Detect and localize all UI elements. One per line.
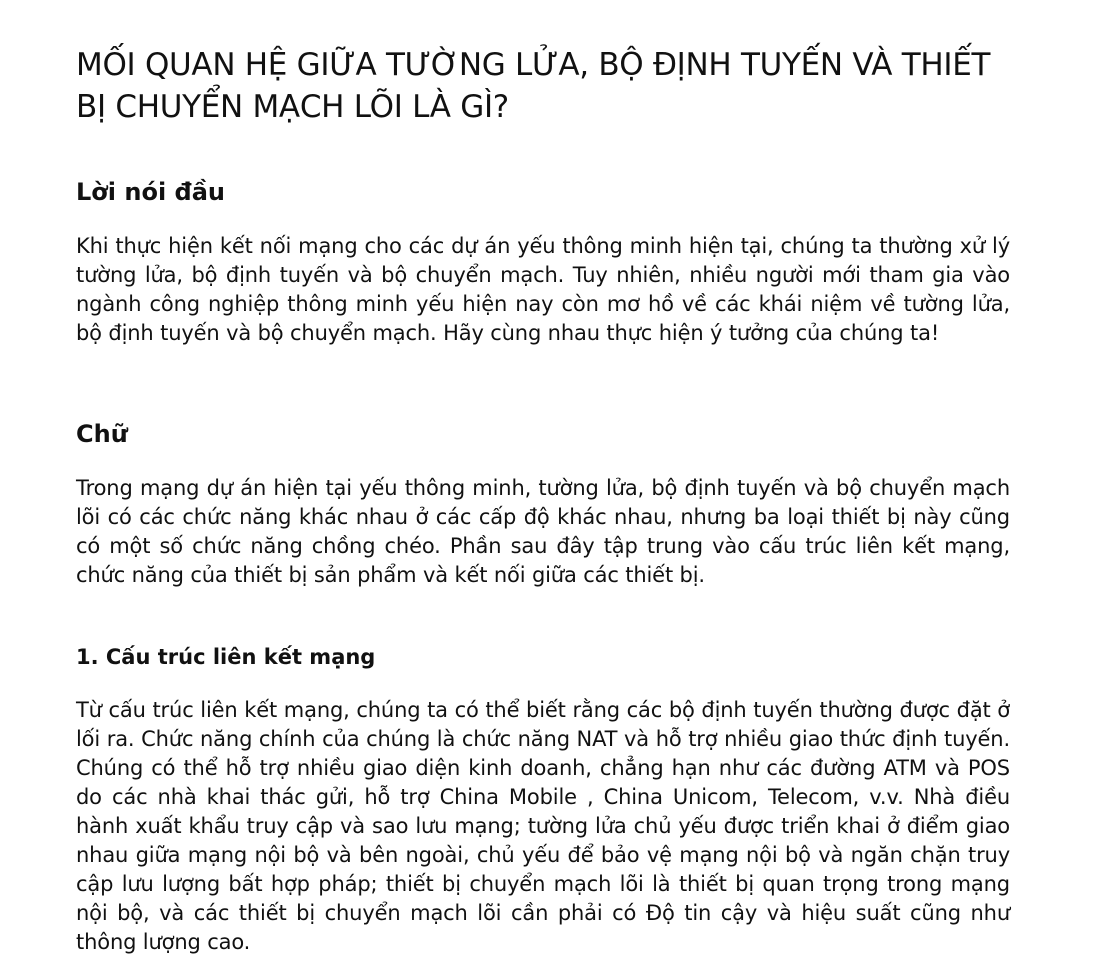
word-paragraph: Trong mạng dự án hiện tại yếu thông minh, tường lửa, bộ định tuyến và bộ chuyển mạch lõi có các chức năng khác nhau ở các cấp độ khác nhau, nhưng ba loại thiết bị này cũng có một số chức năng chồng chéo. Phần sau đây tập trung vào cấu trúc liên kết mạng, chức năng của thiết bị sản phẩm và kết nối giữa các thiết bị. bbox=[76, 476, 1010, 587]
topology-paragraph: Từ cấu trúc liên kết mạng, chúng ta có thể biết rằng các bộ định tuyến thường được đặt ở lối ra. Chức năng chính của chúng là chức năng NAT và hỗ trợ nhiều giao thức định tuyến. Chúng có thể hỗ trợ nhiều giao diện kinh doanh, chẳng hạn như các đường ATM và POS do các nhà khai thác gửi, hỗ trợ China Mobile , China Unicom, Telecom, v.v. Nhà điều hành xuất khẩu truy cập và sao lưu mạng; tường lửa chủ yếu được triển khai ở điểm giao nhau giữa mạng nội bộ và bên ngoài, chủ yếu để bảo vệ mạng nội bộ và ngăn chặn truy cập lưu lượng bất hợp pháp; thiết bị chuyển mạch lõi là thiết bị quan trọng trong mạng nội bộ, và các thiết bị chuyển mạch lõi cần phải có Độ tin cậy và hiệu suất cũng như thông lượng cao. bbox=[76, 698, 1010, 954]
page-title: MỐI QUAN HỆ GIỮA TƯỜNG LỬA, BỘ ĐỊNH TUYẾN VÀ THIẾT BỊ CHUYỂN MẠCH LÕI LÀ GÌ? bbox=[76, 47, 991, 125]
preface-heading: Lời nói đầu bbox=[76, 178, 225, 206]
document-page bbox=[76, 0, 1010, 954]
topology-heading: 1. Cấu trúc liên kết mạng bbox=[76, 645, 376, 669]
preface-paragraph: Khi thực hiện kết nối mạng cho các dự án yếu thông minh hiện tại, chúng ta thường xử lý tường lửa, bộ định tuyến và bộ chuyển mạch. Tuy nhiên, nhiều người mới tham gia vào ngành công nghiệp thông minh yếu hiện nay còn mơ hồ về các khái niệm về tường lửa, bộ định tuyến và bộ chuyển mạch. Hãy cùng nhau thực hiện ý tưởng của chúng ta! bbox=[76, 234, 1010, 345]
word-heading: Chữ bbox=[76, 420, 128, 448]
